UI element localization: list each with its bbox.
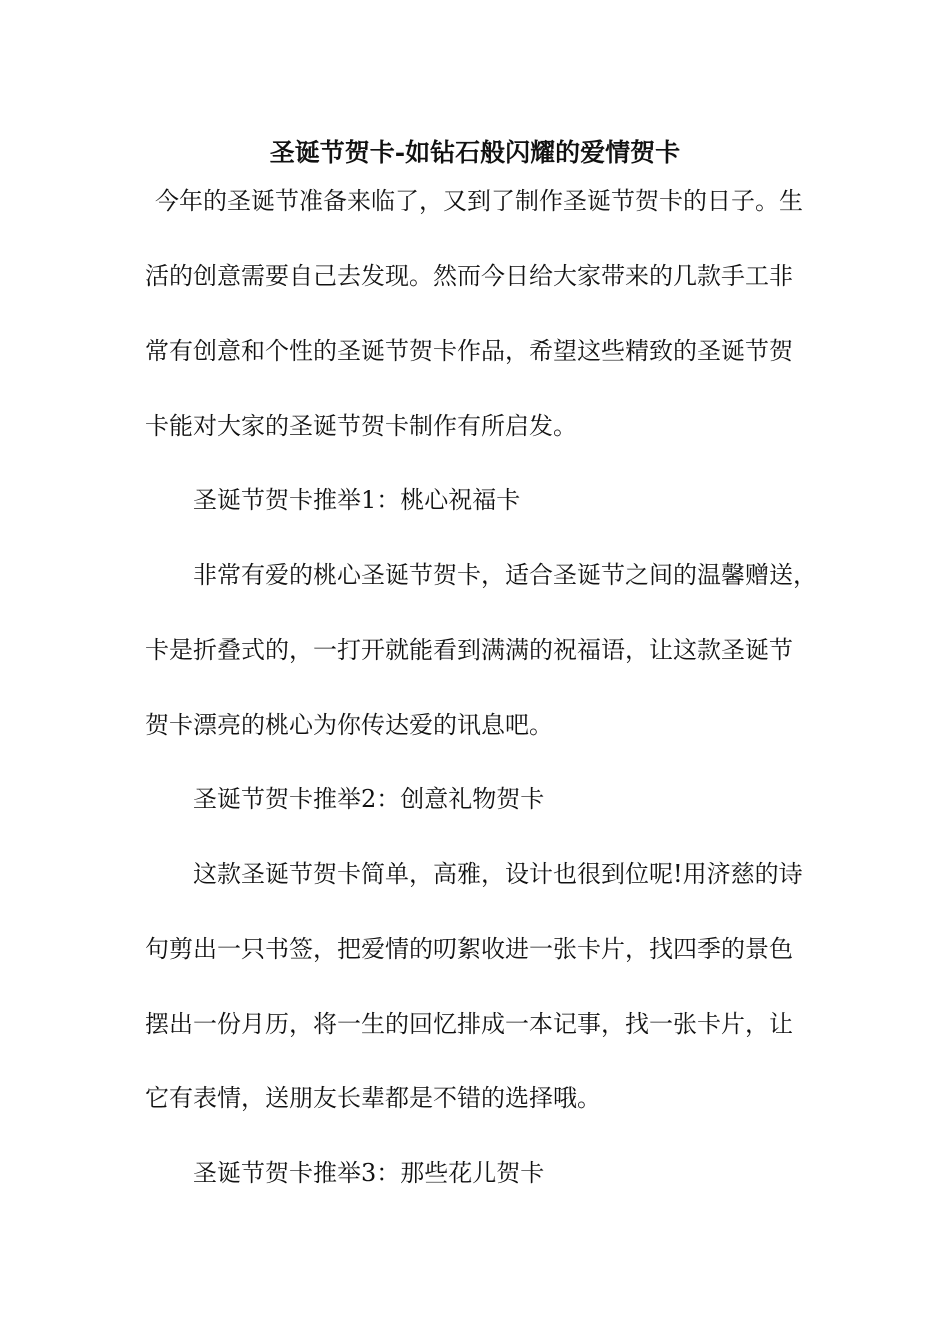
paragraph-line: 常有创意和个性的圣诞节贺卡作品，希望这些精致的圣诞节贺 bbox=[145, 337, 793, 365]
paragraph-line: 今年的圣诞节准备来临了，又到了制作圣诞节贺卡的日子。生 bbox=[155, 187, 803, 215]
paragraph-line: 句剪出一只书签，把爱情的叨絮收进一张卡片，找四季的景色 bbox=[145, 935, 793, 963]
paragraph-line: 非常有爱的桃心圣诞节贺卡，适合圣诞节之间的温馨赠送， bbox=[193, 561, 817, 589]
section-heading: 圣诞节贺卡推举1：桃心祝福卡 bbox=[193, 486, 521, 514]
paragraph-line: 它有表情，送朋友长辈都是不错的选择哦。 bbox=[145, 1084, 601, 1112]
paragraph-line: 卡是折叠式的，一打开就能看到满满的祝福语，让这款圣诞节 bbox=[145, 636, 793, 664]
paragraph-line: 贺卡漂亮的桃心为你传达爱的讯息吧。 bbox=[145, 711, 553, 739]
paragraph-line: 卡能对大家的圣诞节贺卡制作有所启发。 bbox=[145, 412, 577, 440]
paragraph-line: 摆出一份月历，将一生的回忆排成一本记事，找一张卡片，让 bbox=[145, 1010, 793, 1038]
paragraph-line: 活的创意需要自己去发现。然而今日给大家带来的几款手工非 bbox=[145, 262, 793, 290]
paragraph-line: 这款圣诞节贺卡简单，高雅，设计也很到位呢!用济慈的诗 bbox=[193, 860, 803, 888]
document-title: 圣诞节贺卡-如钻石般闪耀的爱情贺卡 bbox=[269, 138, 681, 167]
section-heading: 圣诞节贺卡推举2：创意礼物贺卡 bbox=[193, 785, 545, 813]
section-heading: 圣诞节贺卡推举3：那些花儿贺卡 bbox=[193, 1159, 545, 1187]
